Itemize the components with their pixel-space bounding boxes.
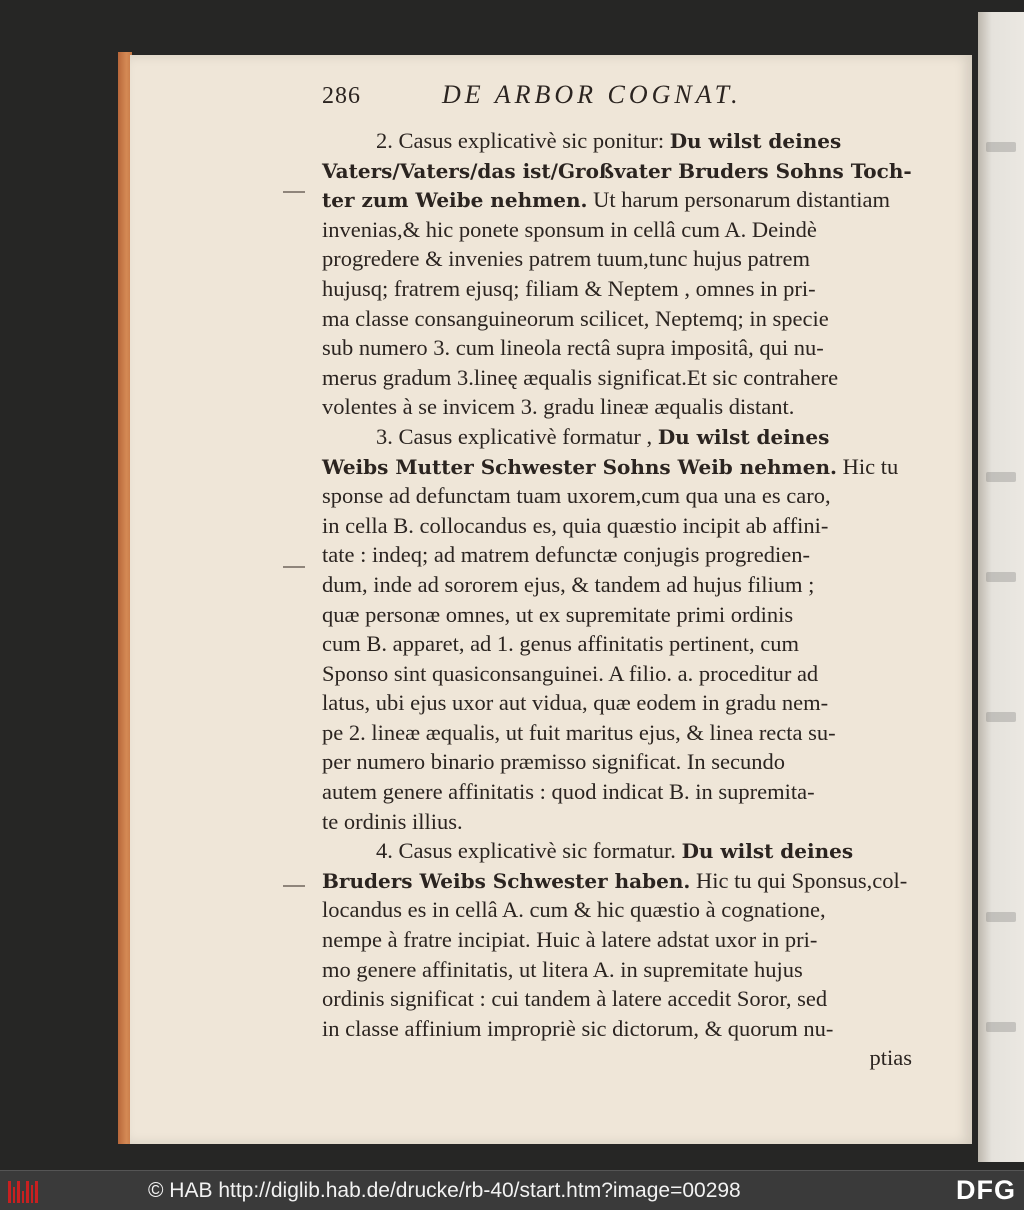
roman-text: ordinis significat : cui tandem à latere accedit Soror, sed (322, 986, 828, 1012)
roman-text: in cella B. collocandus es, quia quæstio incipit ab affini- (322, 512, 829, 538)
hab-barcode-logo-icon[interactable] (8, 1177, 38, 1203)
roman-text: te ordinis illius. (322, 808, 463, 834)
text-line (322, 747, 912, 777)
text-line (322, 688, 912, 718)
dfg-logo[interactable]: DFG (956, 1175, 1016, 1205)
text-line (322, 481, 912, 511)
text-line (322, 895, 912, 925)
text-line (322, 156, 912, 186)
text-line (322, 807, 912, 837)
text-line (322, 629, 912, 659)
text-line (322, 511, 912, 541)
blackletter-phrase: Du wilst deines (681, 839, 854, 864)
roman-text: nempe à fratre incipiat. Huic à latere adstat uxor in pri- (322, 927, 818, 953)
page-number: 286 (322, 83, 361, 109)
roman-text: quæ personæ omnes, ut ex supremitate primi ordinis (322, 601, 794, 627)
margin-mark (283, 566, 305, 568)
running-head: DE ARBOR COGNAT. (442, 80, 742, 109)
roman-text: 2. Casus explicativè sic ponitur: (376, 128, 670, 153)
text-line (322, 363, 912, 393)
roman-text: 3. Casus explicativè formatur , (376, 423, 658, 449)
text-line (322, 955, 912, 985)
roman-text: 4. Casus explicativè sic formatur. (376, 838, 682, 864)
blackletter-phrase: Du wilst deines (657, 424, 830, 449)
roman-text: ma classe consanguineorum scilicet, Neptemq; in specie (322, 305, 829, 331)
roman-text: sub numero 3. cum lineola rectâ supra impositâ, qui nu- (322, 335, 824, 361)
text-line (322, 422, 912, 452)
text-line (322, 540, 912, 570)
margin-mark (283, 885, 305, 887)
roman-text: Hic tu (836, 453, 899, 479)
roman-text: latus, ubi ejus uxor aut vidua, quæ eodem in gradu nem- (322, 690, 829, 716)
body-text (322, 126, 912, 1043)
roman-text: in classe affinium impropriè sic dictorum, & quorum nu- (322, 1015, 834, 1041)
roman-text: mo genere affinitatis, ut litera A. in supremitate hujus (322, 956, 803, 982)
roman-text: pe 2. lineæ æqualis, ut fuit maritus ejus, & linea recta su- (322, 719, 836, 745)
text-line (322, 866, 912, 896)
text-line (322, 984, 912, 1014)
text-line (322, 718, 912, 748)
text-line (322, 600, 912, 630)
copyright-url[interactable]: © HAB http://diglib.hab.de/drucke/rb-40/start.htm?image=00298 (148, 1179, 741, 1202)
text-line (322, 925, 912, 955)
blackletter-phrase: Du wilst deines (669, 129, 842, 153)
facing-page-edge (978, 12, 1024, 1162)
roman-text: tate : indeq; ad matrem defunctæ conjugis progredien- (322, 542, 810, 568)
viewer-footer (0, 1170, 1024, 1210)
blackletter-phrase: ter zum Weibe nehmen. (322, 188, 588, 213)
text-line (322, 215, 912, 245)
text-line (322, 244, 912, 274)
roman-text: dum, inde ad sororem ejus, & tandem ad hujus filium ; (322, 571, 815, 597)
text-line (322, 659, 912, 689)
roman-text: per numero binario præmisso significat. In secundo (322, 749, 786, 775)
page-text (322, 80, 912, 1073)
text-line (322, 1014, 912, 1044)
text-line (322, 570, 912, 600)
blackletter-phrase: Bruders Weibs Schwester haben. (322, 868, 691, 893)
text-line (322, 274, 912, 304)
text-line (322, 836, 912, 866)
text-line (322, 185, 912, 215)
roman-text: Ut harum personarum distantiam (587, 187, 890, 213)
catchword: ptias (869, 1045, 912, 1071)
margin-mark (283, 191, 305, 193)
text-line (322, 452, 912, 482)
roman-text: invenias,& hic ponete sponsum in cellâ cum A. Deindè (322, 216, 817, 242)
roman-text: sponse ad defunctam tuam uxorem,cum qua una es caro, (322, 483, 831, 509)
roman-text: autem genere affinitatis : quod indicat B. in supremita- (322, 779, 815, 805)
roman-text: cum B. apparet, ad 1. genus affinitatis pertinent, cum (322, 631, 799, 657)
roman-text: volentes à se invicem 3. gradu lineæ æqualis distant. (322, 394, 795, 420)
blackletter-phrase: Vaters/Vaters/das ist/Großvater Bruders Sohns Toch- (322, 158, 912, 183)
roman-text: merus gradum 3.lineę æqualis significat.Et sic contrahere (322, 364, 839, 390)
text-line (322, 392, 912, 422)
text-line (322, 333, 912, 363)
roman-text: Hic tu qui Sponsus,col- (690, 867, 908, 893)
text-line (322, 777, 912, 807)
roman-text: progredere & invenies patrem tuum,tunc hujus patrem (322, 246, 810, 272)
text-line (322, 126, 912, 156)
blackletter-phrase: Weibs Mutter Schwester Sohns Weib nehmen. (322, 454, 837, 479)
roman-text: locandus es in cellâ A. cum & hic quæstio à cognatione, (322, 897, 826, 923)
roman-text: hujusq; fratrem ejusq; filiam & Neptem , omnes in pri- (322, 275, 816, 301)
page-header (322, 80, 912, 126)
roman-text: Sponso sint quasiconsanguinei. A filio. a. proceditur ad (322, 660, 819, 686)
text-line (322, 304, 912, 334)
